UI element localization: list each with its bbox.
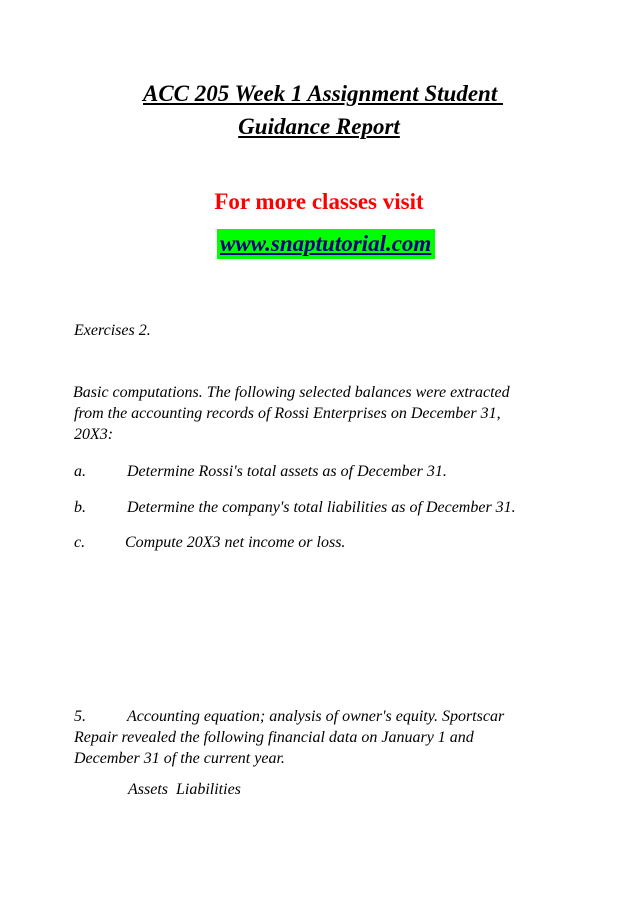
exercises-heading: Exercises 2. [74,322,151,339]
exercise-5-line-3: December 31 of the current year. [74,750,285,767]
list-item-text: Compute 20X3 net income or loss. [125,534,346,551]
list-item-a [74,461,447,482]
document-title-line-2: Guidance Report [238,114,400,139]
link-highlight [217,229,435,259]
list-marker: c. [74,534,86,551]
intro-line-2: from the accounting records of Rossi Enterprises on December 31, [74,405,501,422]
table-column-headers: Assets Liabilities [128,781,241,798]
list-marker: a. [74,463,86,480]
promo-text: For more classes visit [214,189,424,214]
exercise-5-line-2: Repair revealed the following financial data on January 1 and [74,729,474,746]
website-link[interactable]: www.snaptutorial.com [220,231,432,256]
list-item-text: Determine the company's total liabilities as of December 31. [127,499,516,516]
exercise-5-text: Accounting equation; analysis of owner's equity. Sportscar [127,708,505,725]
document-title-line-1: ACC 205 Week 1 Assignment Student [143,81,503,106]
list-marker: 5. [74,708,86,725]
intro-line-1: Basic computations. The following selected balances were extracted [73,384,510,401]
list-item-text: Determine Rossi's total assets as of December 31. [127,463,447,480]
exercise-5-line-1 [74,706,504,727]
list-item-c [74,532,345,553]
intro-line-3: 20X3: [74,426,114,443]
list-item-b [74,497,516,518]
list-marker: b. [74,499,86,516]
